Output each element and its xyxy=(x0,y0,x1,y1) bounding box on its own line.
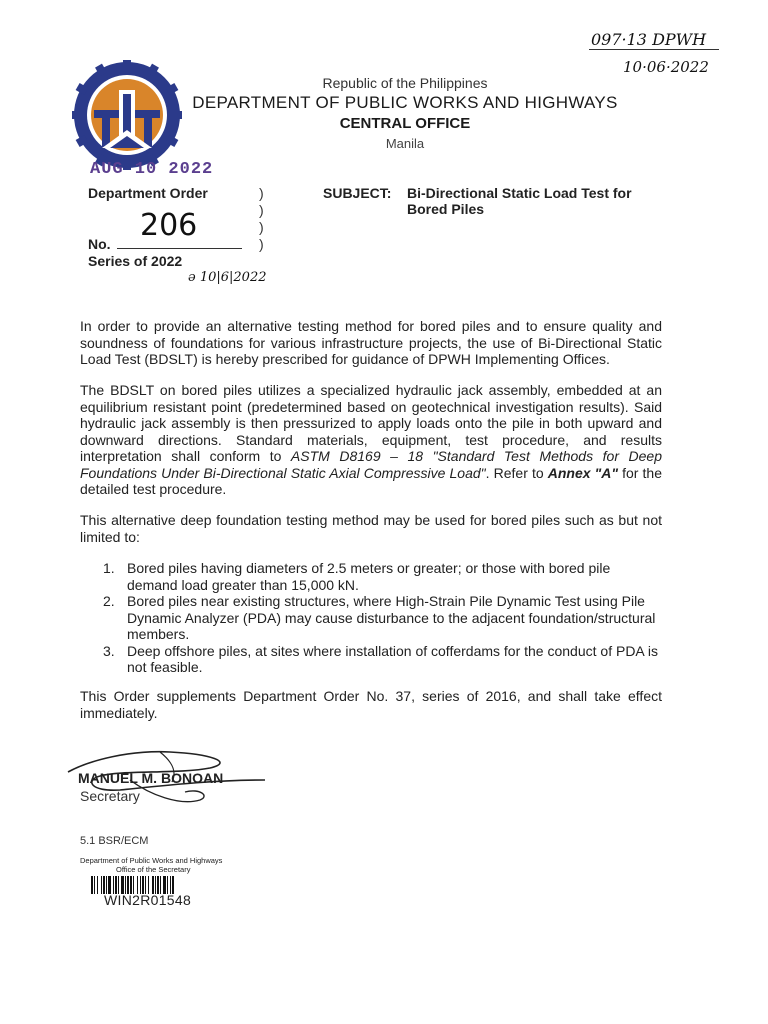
reference-code: 5.1 BSR/ECM xyxy=(80,835,149,847)
paragraph-intro: In order to provide an alternative testing method for bored piles and to ensure quality and soundness of foundations for various infrastructure projects, the use of Bi-Directional Static Load Test (BDSLT) is hereby prescribed for guidance of DPWH Implementing Offices. xyxy=(80,318,662,367)
subject-text: Bi-Directional Static Load Test for Bored Piles xyxy=(407,185,632,217)
receiving-office: Office of the Secretary xyxy=(116,865,191,874)
handwritten-reference: 097·13 DPWH xyxy=(591,30,707,49)
list-item-text: Deep offshore piles, at sites where installation of cofferdams for the conduct of PDA is not feasible. xyxy=(127,642,658,675)
list-item xyxy=(80,560,662,593)
header-office: CENTRAL OFFICE xyxy=(339,115,471,132)
bracket: ) xyxy=(259,236,264,252)
list-item xyxy=(80,593,662,643)
handwritten-series-date xyxy=(188,270,267,285)
order-number-line xyxy=(117,248,242,249)
paragraph-effectivity: This Order supplements Department Order No. 37, series of 2016, and shall take effect immediately. xyxy=(80,688,662,721)
handwritten-series-date-text: 10|6|2022 xyxy=(199,270,267,285)
paragraph-bdslt-text: for the detailed test procedure. xyxy=(80,464,663,497)
list-item-number: 3. xyxy=(103,642,115,659)
standard-reference: ASTM D8169 – 18 "Standard Test Methods for Deep Foundations Under Bi-Directional Static Axial Compressive Load" xyxy=(80,448,662,481)
paragraph-bdslt xyxy=(80,382,662,498)
handwritten-date: 10·06·2022 xyxy=(623,58,709,76)
order-number: 206 xyxy=(140,208,198,243)
bracket: ) xyxy=(259,202,264,218)
header-republic: Republic of the Philippines xyxy=(322,75,488,91)
bracket: ) xyxy=(259,185,264,201)
date-stamp: AUG 10 2022 xyxy=(90,160,214,179)
barcode-number: WIN2R01548 xyxy=(104,892,192,908)
dpwh-seal-logo xyxy=(72,60,182,170)
usage-list xyxy=(80,560,662,676)
annex-reference: Annex "A" xyxy=(547,464,619,481)
paragraph-bdslt-text: . Refer to xyxy=(485,464,548,481)
header-city: Manila xyxy=(385,136,425,151)
list-item-number: 1. xyxy=(103,560,115,576)
subject-label: SUBJECT: xyxy=(323,185,392,201)
signatory-name: MANUEL M. BONOAN xyxy=(78,770,224,786)
list-item xyxy=(80,643,662,676)
list-item-text: Bored piles having diameters of 2.5 meters or greater; or those with bored pile demand load greater than 15,000 kN. xyxy=(127,560,611,593)
handwritten-underline xyxy=(589,49,719,50)
order-type-label: Department Order xyxy=(88,185,208,201)
list-item-text: Bored piles near existing structures, where High-Strain Pile Dynamic Test using Pile Dynamic Analyzer (PDA) may cause disturbance to the adjacent foundation/structural members. xyxy=(127,593,656,642)
paragraph-bdslt-text: The BDSLT on bored piles utilizes a specialized hydraulic jack assembly, embedded at an equilibrium resistant point (predetermined based on geotechnical investigation results). Said hydraulic jack assembly is then pressurized to apply loads onto the pile in both upward and downward directions. Standard materials, equipment, test procedure, and results interpretation shall conform to xyxy=(80,382,662,464)
signatory-title: Secretary xyxy=(80,788,140,804)
receiving-department: Department of Public Works and Highways xyxy=(80,856,223,865)
order-series: Series of 2022 xyxy=(88,253,183,269)
list-item-number: 2. xyxy=(103,593,115,609)
header-department: DEPARTMENT OF PUBLIC WORKS AND HIGHWAYS xyxy=(192,93,618,112)
paragraph-usage: This alternative deep foundation testing method may be used for bored piles such as but not limited to: xyxy=(80,512,662,545)
bracket: ) xyxy=(259,219,264,235)
initial-mark: ə xyxy=(188,270,200,285)
order-number-label: No. xyxy=(88,236,111,252)
